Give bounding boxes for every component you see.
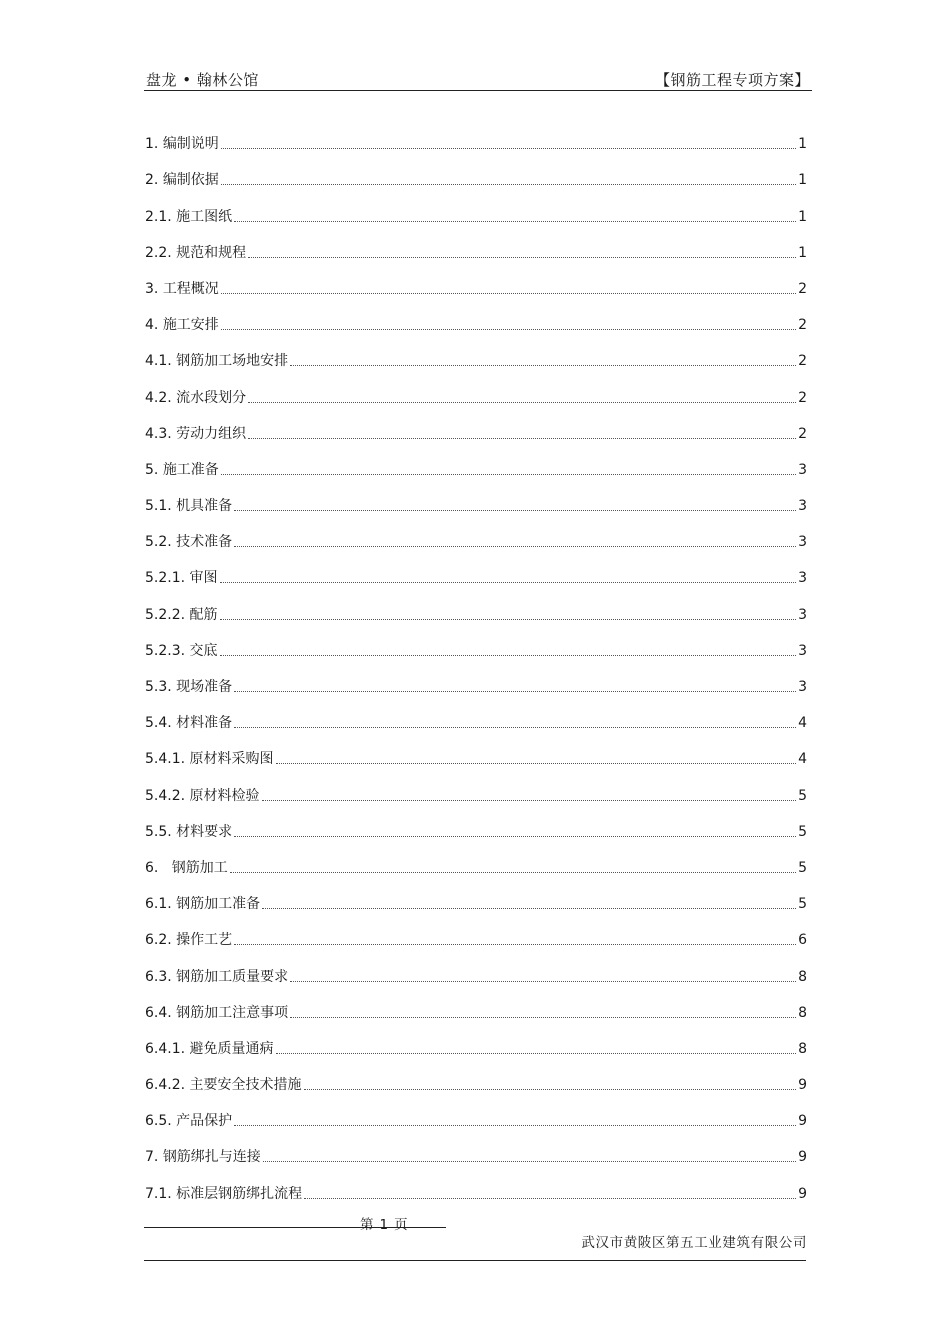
- toc-entry-title: 钢筋加工: [171, 859, 228, 876]
- footer-divider-long: [144, 1260, 806, 1261]
- toc-dot-leader: [304, 1197, 796, 1199]
- toc-entry-title: 钢筋绑扎与连接: [162, 1149, 261, 1166]
- toc-entry-number: 6.1.: [145, 896, 172, 913]
- toc-entry-label: [145, 532, 232, 552]
- toc-entry-title: 产品保护: [176, 1113, 233, 1130]
- toc-dot-leader: [248, 401, 796, 403]
- toc-entry-page: 5: [798, 823, 807, 840]
- toc-entry[interactable]: [145, 1023, 807, 1059]
- toc-entry-page: 5: [798, 787, 807, 804]
- toc-entry-label: [145, 677, 232, 697]
- toc-entry-label: [145, 641, 218, 661]
- toc-entry-page: 9: [798, 1077, 807, 1094]
- toc-dot-leader: [234, 835, 796, 837]
- toc-entry-number: 6.4.1.: [145, 1040, 186, 1057]
- toc-entry[interactable]: [145, 190, 807, 226]
- toc-entry-title: 施工图纸: [176, 208, 233, 225]
- toc-dot-leader: [304, 1088, 797, 1090]
- toc-entry-label: [145, 967, 288, 987]
- toc-entry-label: [145, 1003, 288, 1023]
- toc-dot-leader: [234, 509, 796, 511]
- toc-dot-leader: [234, 943, 796, 945]
- toc-entry-title: 工程概况: [162, 280, 219, 297]
- toc-dot-leader: [248, 256, 796, 258]
- toc-entry-label: [145, 713, 232, 733]
- toc-entry-title: 钢筋加工场地安排: [176, 353, 289, 370]
- toc-entry[interactable]: [145, 806, 807, 842]
- toc-entry-number: 5.: [145, 461, 159, 478]
- toc-entry-number: 4.1.: [145, 353, 172, 370]
- toc-entry[interactable]: [145, 1059, 807, 1095]
- toc-entry-label: [145, 568, 218, 588]
- toc-entry-number: 5.2.: [145, 534, 172, 551]
- toc-entry-number: 5.4.: [145, 715, 172, 732]
- toc-dot-leader: [221, 147, 796, 149]
- toc-dot-leader: [263, 1160, 796, 1162]
- toc-entry[interactable]: [145, 118, 807, 154]
- toc-entry-title: 操作工艺: [176, 932, 233, 949]
- toc-dot-leader: [234, 726, 796, 728]
- toc-entry[interactable]: [145, 1167, 807, 1203]
- toc-entry-number: 5.5.: [145, 823, 172, 840]
- toc-dot-leader: [276, 1052, 797, 1054]
- toc-entry-page: 1: [798, 244, 807, 261]
- toc-entry-label: [145, 1184, 302, 1204]
- toc-entry-number: 7.: [145, 1149, 159, 1166]
- toc-entry-title: 钢筋加工注意事项: [176, 1004, 289, 1021]
- toc-entry-page: 2: [798, 317, 807, 334]
- toc-entry-title: 审图: [189, 570, 218, 587]
- toc-entry-title: 钢筋加工准备: [176, 896, 261, 913]
- toc-entry-label: [145, 424, 246, 444]
- header-document-title: 【钢筋工程专项方案】: [654, 71, 810, 89]
- toc-entry-number: 1.: [145, 136, 159, 153]
- toc-entry-title: 交底: [189, 642, 218, 659]
- footer-company-name: 武汉市黄陂区第五工业建筑有限公司: [581, 1235, 807, 1251]
- toc-entry-page: 3: [798, 642, 807, 659]
- toc-entry-number: 6.5.: [145, 1113, 172, 1130]
- toc-entry[interactable]: [145, 950, 807, 986]
- toc-entry-page: 3: [798, 570, 807, 587]
- toc-entry[interactable]: [145, 697, 807, 733]
- toc-entry-number: 5.2.2.: [145, 606, 186, 623]
- toc-entry-number: 5.2.1.: [145, 570, 186, 587]
- toc-dot-leader: [262, 907, 796, 909]
- toc-entry-page: 5: [798, 896, 807, 913]
- toc-entry[interactable]: [145, 408, 807, 444]
- toc-entry[interactable]: [145, 661, 807, 697]
- toc-entry-title: 编制说明: [162, 136, 219, 153]
- toc-entry[interactable]: [145, 299, 807, 335]
- toc-entry-page: 6: [798, 932, 807, 949]
- toc-entry-number: 4.: [145, 317, 159, 334]
- toc-dot-leader: [290, 364, 796, 366]
- toc-dot-leader: [220, 654, 797, 656]
- toc-entry-page: 9: [798, 1149, 807, 1166]
- toc-entry-title: 避免质量通病: [189, 1040, 274, 1057]
- toc-entry-label: [145, 243, 246, 263]
- toc-entry-label: [145, 749, 274, 769]
- toc-entry[interactable]: [145, 227, 807, 263]
- toc-entry-label: [145, 822, 232, 842]
- toc-dot-leader: [262, 799, 797, 801]
- toc-entry-title: 标准层钢筋绑扎流程: [176, 1185, 303, 1202]
- toc-dot-leader: [221, 473, 796, 475]
- toc-entry-title: 材料要求: [176, 823, 233, 840]
- toc-entry-number: 5.2.3.: [145, 642, 186, 659]
- toc-entry-number: 5.4.2.: [145, 787, 186, 804]
- toc-entry-title: 配筋: [189, 606, 218, 623]
- toc-entry[interactable]: [145, 625, 807, 661]
- toc-dot-leader: [221, 328, 796, 330]
- footer-page-suffix: 页: [394, 1217, 408, 1233]
- toc-entry-page: 4: [798, 715, 807, 732]
- toc-entry-page: 9: [798, 1185, 807, 1202]
- toc-dot-leader: [220, 581, 797, 583]
- toc-entry-title: 规范和规程: [176, 244, 247, 261]
- toc-entry[interactable]: [145, 371, 807, 407]
- toc-entry-page: 3: [798, 679, 807, 695]
- toc-entry-number: 5.4.1.: [145, 751, 186, 768]
- footer-page-prefix: 第: [360, 1217, 374, 1233]
- toc-entry[interactable]: [145, 588, 807, 624]
- toc-entry-title: 劳动力组织: [176, 425, 247, 442]
- toc-entry-label: [145, 605, 218, 625]
- toc-entry-title: 施工安排: [162, 317, 219, 334]
- toc-entry-label: [145, 894, 260, 914]
- toc-entry-page: 3: [798, 606, 807, 623]
- footer-page-value: 1: [379, 1217, 389, 1233]
- toc-entry-title: 原材料采购图: [189, 751, 274, 768]
- toc-entry[interactable]: [145, 263, 807, 299]
- toc-entry-label: [145, 279, 219, 299]
- toc-dot-leader: [230, 871, 796, 873]
- toc-entry-title: 材料准备: [176, 715, 233, 732]
- toc-entry-label: [145, 207, 232, 227]
- toc-entry-number: 6.4.2.: [145, 1077, 186, 1094]
- toc-entry-title: 主要安全技术措施: [189, 1077, 302, 1094]
- toc-entry-page: 9: [798, 1113, 807, 1130]
- toc-dot-leader: [221, 183, 796, 185]
- toc-entry-label: [145, 1075, 302, 1095]
- toc-entry-page: 8: [798, 968, 807, 985]
- toc-entry-label: [145, 460, 219, 480]
- toc-entry-title: 流水段划分: [176, 389, 247, 406]
- header-project-name: 盘龙 • 翰林公馆: [146, 71, 259, 89]
- toc-entry-number: 2.: [145, 172, 159, 189]
- toc-entry-number: 5.1.: [145, 498, 172, 515]
- toc-entry-title: 现场准备: [176, 679, 233, 695]
- toc-entry-title: 编制依据: [162, 172, 219, 189]
- toc-entry-page: 3: [798, 534, 807, 551]
- toc-dot-leader: [234, 1124, 796, 1126]
- toc-entry-page: 1: [798, 172, 807, 189]
- toc-entry[interactable]: [145, 335, 807, 371]
- toc-entry-number: 4.2.: [145, 389, 172, 406]
- toc-entry-page: 2: [798, 280, 807, 297]
- toc-entry-label: [145, 930, 232, 950]
- toc-entry-page: 1: [798, 136, 807, 153]
- toc-entry-number: 2.2.: [145, 244, 172, 261]
- toc-entry-label: [145, 315, 219, 335]
- toc-entry[interactable]: [145, 769, 807, 805]
- toc-entry-page: 8: [798, 1040, 807, 1057]
- toc-entry-label: [145, 351, 288, 371]
- toc-entry[interactable]: [145, 1095, 807, 1131]
- toc-entry-page: 8: [798, 1004, 807, 1021]
- toc-entry[interactable]: [145, 552, 807, 588]
- toc-entry-page: 4: [798, 751, 807, 768]
- page-header: [144, 66, 812, 91]
- toc-entry-page: 5: [798, 859, 807, 876]
- toc-entry-label: [145, 1147, 261, 1167]
- toc-entry-title: 施工准备: [162, 461, 219, 478]
- toc-dot-leader: [234, 545, 796, 547]
- toc-dot-leader: [248, 437, 796, 439]
- toc-entry-number: 6.4.: [145, 1004, 172, 1021]
- toc-entry-title: 技术准备: [176, 534, 233, 551]
- toc-dot-leader: [234, 690, 796, 692]
- toc-entry-number: 6.3.: [145, 968, 172, 985]
- toc-entry-number: 6.: [145, 859, 159, 876]
- toc-entry-number: 3.: [145, 280, 159, 297]
- toc-entry-label: [145, 786, 260, 806]
- toc-entry-title: 机具准备: [176, 498, 233, 515]
- toc-entry[interactable]: [145, 733, 807, 769]
- toc-dot-leader: [220, 618, 797, 620]
- footer-page-number: [360, 1213, 408, 1233]
- toc-entry[interactable]: [145, 987, 807, 1023]
- toc-dot-leader: [290, 1016, 796, 1018]
- toc-entry-title: 原材料检验: [189, 787, 260, 804]
- toc-dot-leader: [234, 220, 796, 222]
- toc-entry-label: [145, 134, 219, 154]
- toc-entry[interactable]: [145, 878, 807, 914]
- toc-entry-number: 2.1.: [145, 208, 172, 225]
- toc-entry-number: 7.1.: [145, 1185, 172, 1202]
- toc-entry-label: [145, 496, 232, 516]
- toc-entry[interactable]: [145, 1131, 807, 1167]
- toc-entry-page: 3: [798, 498, 807, 515]
- toc-dot-leader: [221, 292, 796, 294]
- toc-entry[interactable]: [145, 516, 807, 552]
- toc-entry[interactable]: [145, 154, 807, 190]
- toc-entry-page: 2: [798, 425, 807, 442]
- toc-entry[interactable]: [145, 480, 807, 516]
- toc-entry-number: 5.3.: [145, 679, 172, 695]
- toc-entry-page: 2: [798, 353, 807, 370]
- toc-entry-page: 1: [798, 208, 807, 225]
- table-of-contents: [145, 118, 807, 1204]
- toc-entry-label: [145, 388, 246, 408]
- toc-entry-label: [145, 1111, 232, 1131]
- toc-entry-page: 3: [798, 461, 807, 478]
- toc-entry[interactable]: [145, 842, 807, 878]
- toc-entry-number: 6.2.: [145, 932, 172, 949]
- toc-entry[interactable]: [145, 914, 807, 950]
- toc-entry-title: 钢筋加工质量要求: [176, 968, 289, 985]
- toc-entry-page: 2: [798, 389, 807, 406]
- toc-dot-leader: [276, 762, 797, 764]
- toc-entry-number: 4.3.: [145, 425, 172, 442]
- toc-entry-label: [145, 858, 228, 878]
- toc-entry[interactable]: [145, 444, 807, 480]
- toc-entry-label: [145, 1039, 274, 1059]
- toc-entry-label: [145, 170, 219, 190]
- toc-dot-leader: [290, 980, 796, 982]
